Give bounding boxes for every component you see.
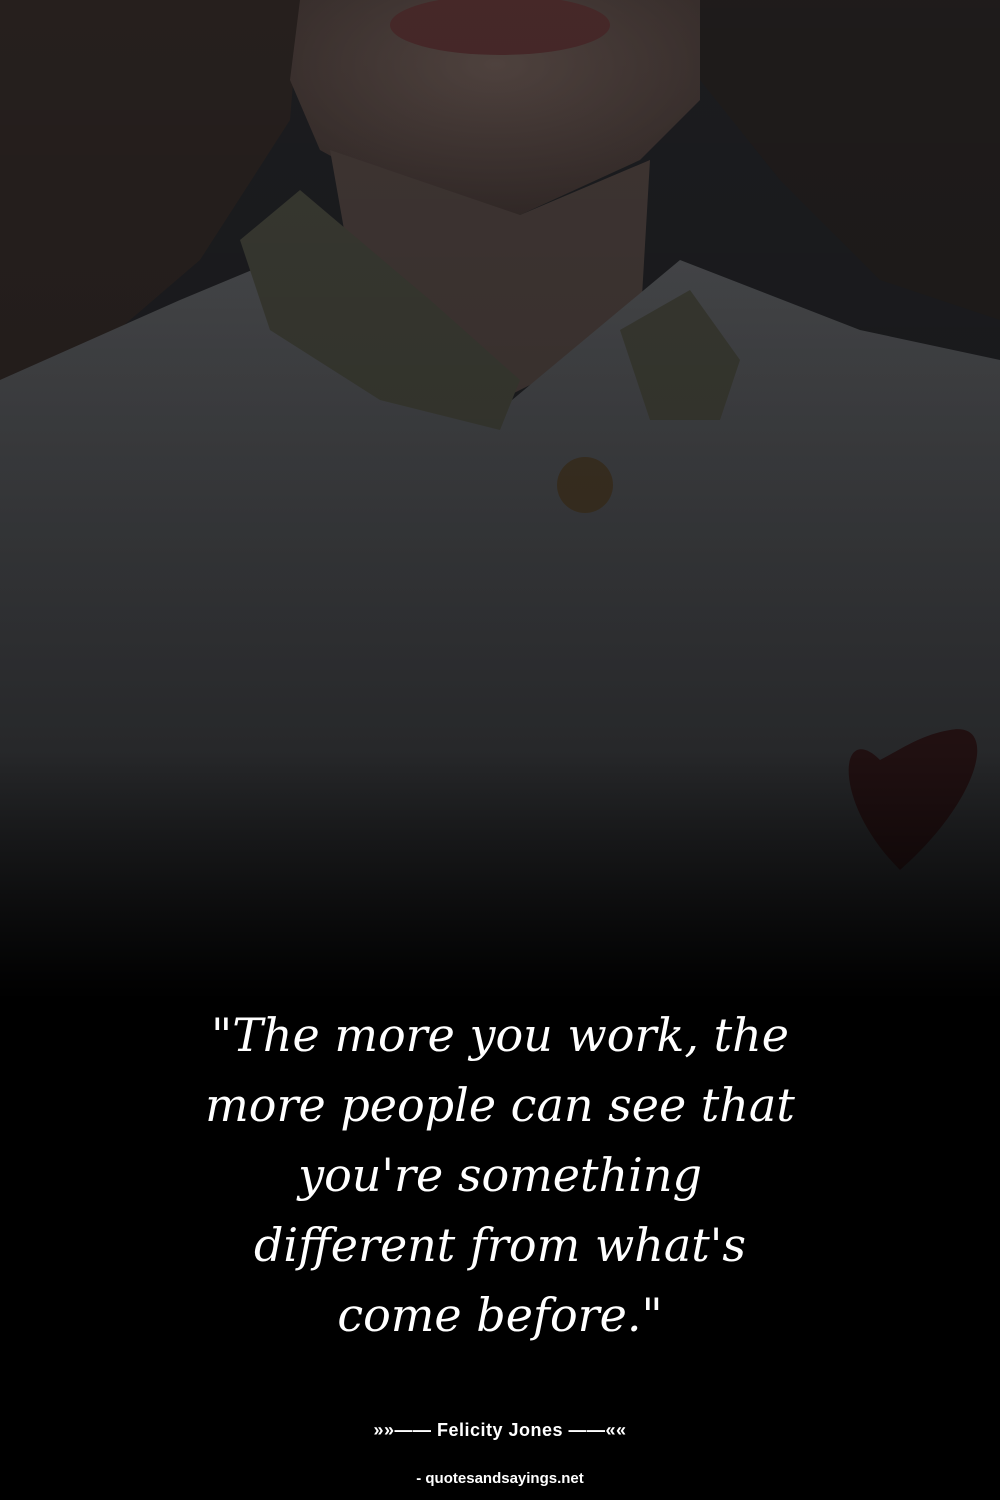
quote-text: "The more you work, the more people can see that you're something different from what's come before." [205,1008,795,1342]
source-credit: - quotesandsayings.net [416,1470,584,1487]
quote-author: »»—— Felicity Jones ——«« [373,1420,627,1440]
